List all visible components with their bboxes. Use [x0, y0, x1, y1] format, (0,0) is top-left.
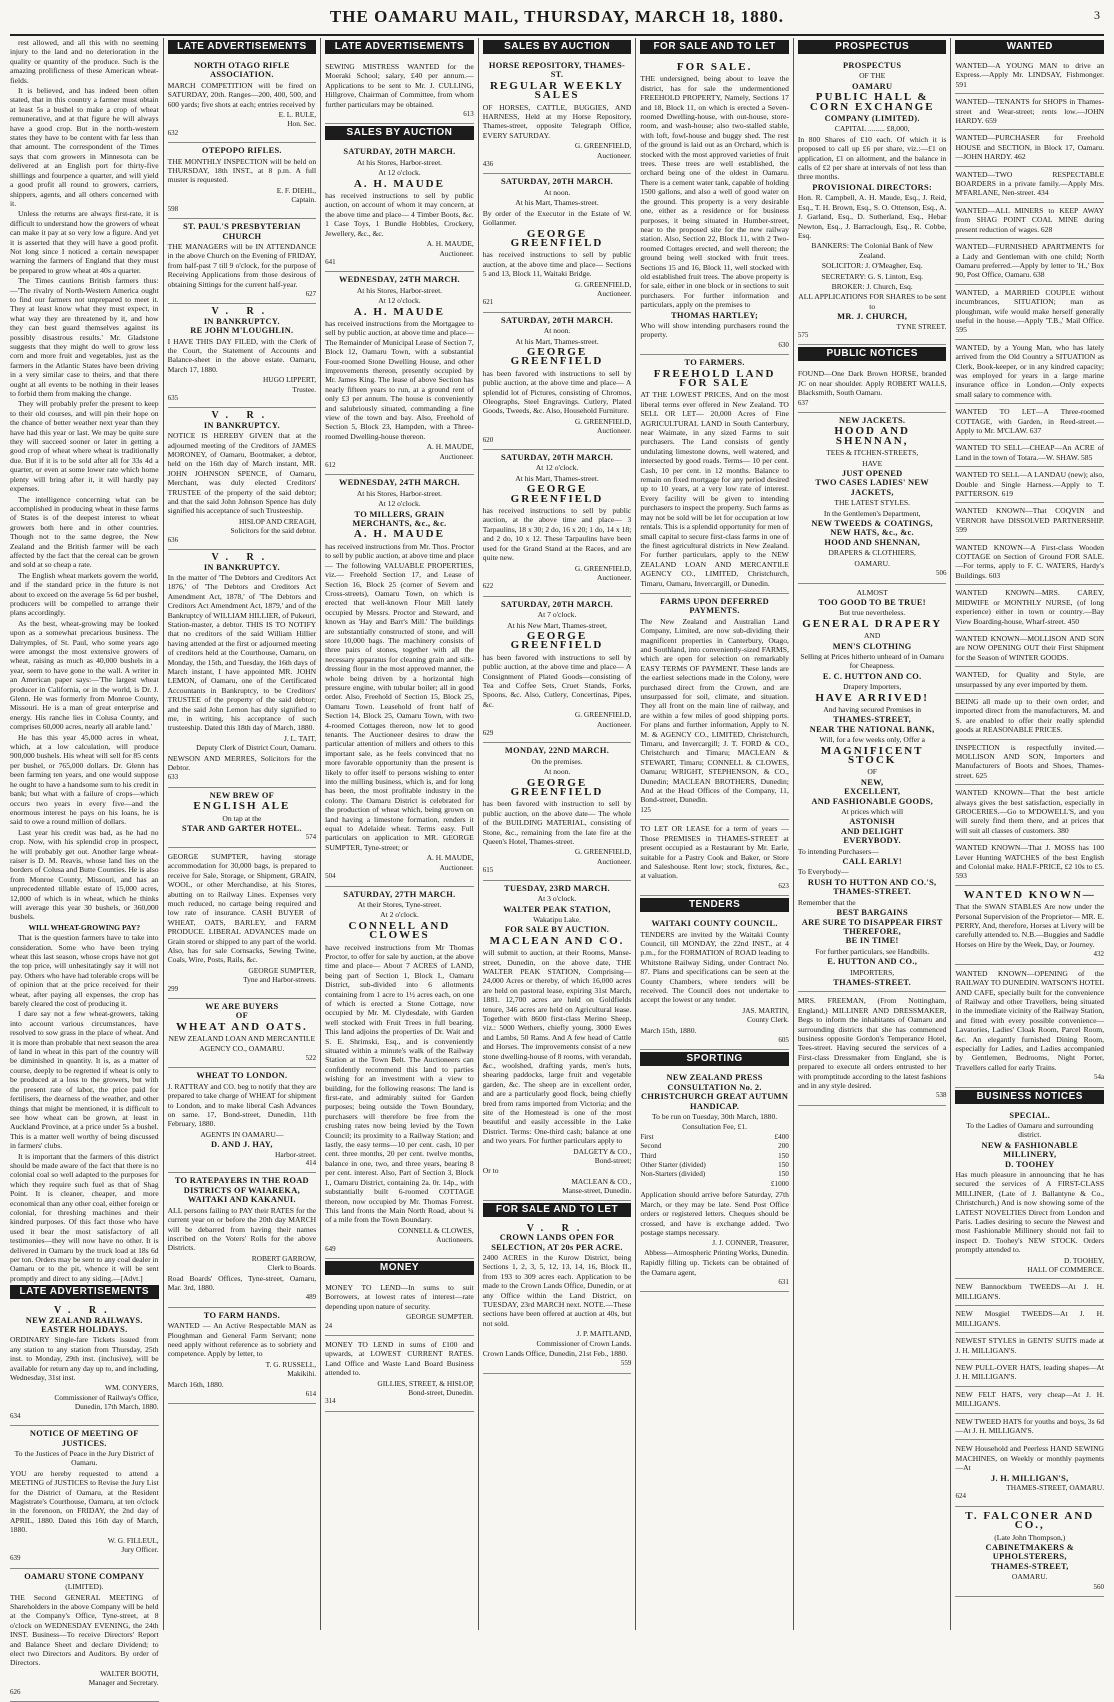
article-subheading: WILL WHEAT-GROWING PAY?: [28, 922, 141, 932]
ad-falconer: T. FALCONER AND CO., (Late John Thompson,) CABINETMAKERS & UPHOLSTERERS, THAMES-STREET, OAMARU. 560: [955, 1507, 1104, 1597]
ad-public-hall-prospectus: PROSPECTUS OF THE OAMARU PUBLIC HALL & CORN EXCHANGE COMPANY (LIMITED). CAPITAL ......... £8,000, In 800 Shares of £10 each. Of which it is proposed to call up £6 per share, viz.:—£1 on application, £1 on allotment, and the balance in calls of £2 per share at intervals of not less than three months. PROVISIONAL DIRECTORS: Hon. R. Campbell, A. H. Maude, Esq., J. Reid, Esq., T. H. Brown, Esq., S. O. Ottenson, Esq., A. J. Garland, Esq., D. Sutherland, Esq., Hebar Newton, Esq., J. Barraclough, Esq., R. Cobbe, Esq. BANKERS: The Colonial Bank of New Zealand. SOLICITOR: J. O'Meagher, Esq. SECRETARY: G. S. Lintott, Esq. BROKER: J. Church, Esq. ALL APPLICATIONS FOR SHARES to be sent to MR. J. CHURCH, TYNE STREET. 575: [798, 58, 947, 345]
wanted-item: WANTED—TWO RESPECTABLE BOARDERS in a private family.—Apply Mrs. M'FARLANE, Nen-street. 434: [955, 167, 1104, 203]
ad-walter-peak: TUESDAY, 23RD MARCH. At 3 o'clock. WALTER PEAK STATION, Wakatipu Lake. FOR SALE BY AUCTION. MACLEAN AND CO. will submit to auction, at their Rooms, Manse-street, Dunedin, on the above date, THE WALTER PEAK STATION, Comprising— 24,000 Acres or thereby, of which 16,000 acres are held on pastoral lease, expiring 31st March, 1881. 12,700 acres are held on Goldfields tenure, 346 acres are held on Agricultural lease. Together with 8600 first-class Merino Sheep, viz.: 5000 Wethers, chiefly young, 3000 Ewes and Lambs, 50 Rams. And A few head of Cattle and Horses. The improvements consist of a new stone dwelling-house of 8 rooms, with verandah, &c., woolshed, drafting yards, men's huts, shearing paddocks, large fruit and vegetable garden, &c. The sheep are in excellent order, and are a particularly good flock, being chiefly bred from rams imported from Victoria; and the site of the Homestead is one of the most beautiful and easily accessible in the Lake District. Terms: One-third cash; balance at one and two years. For further particulars apply to DALGETY & CO., Bond-street; Or to MACLEAN & CO., Manse-street, Dunedin.: [483, 881, 632, 1201]
article-paragraph: The English wheat markets govern the world, and if the standard price in the future is not about to exceed on the average 5s 6d per bushel, producers will be compelled to arrange their plans accordingly.: [10, 570, 159, 618]
ad-buyers: WE ARE BUYERS OF WHEAT AND OATS. NEW ZEALAND LOAN AND MERCANTILE AGENCY CO., OAMARU. 522: [168, 999, 317, 1068]
milligan-item: NEW Bannockburn TWEEDS—At J. H. MILLIGAN'S.: [955, 1279, 1104, 1306]
section-bar-prospectus: PROSPECTUS: [798, 40, 947, 54]
ad-greenfield-1: SATURDAY, 20TH MARCH. At noon. At his Mart, Thames-street. By order of the Executor in the Estate of W. Gollanmer. GEORGE GREENFIELD has received instructions to sell by public auction, at the above time and place— Sections 5 and 13, Block 11, Waitaki Bridge. G. GREENFIELD, Auctioneer. 621: [483, 174, 632, 312]
column-2: [164, 38, 322, 1630]
ad-sewing-mistress: SEWING MISTRESS WANTED for the Moeraki School; salary, £40 per annum.—Applications to be sent to Mr. J. CULLING, Hillgrove, Chairman of Committee, from whom further particulars may be obtained. 613: [325, 58, 474, 124]
ad-money-gillies: MONEY TO LEND in sums of £100 and upwards, at LOWEST CURRENT RATES. Land Office and Waste Land Board Business attended to. GILLIES, STREET, & HISLOP, Bond-street, Dunedin. 314: [325, 1336, 474, 1412]
column-6: [794, 38, 952, 1630]
article-paragraph: It is believed, and has indeed been often stated, that in this country a farmer must obtain at least 5s a bushel to make a crop of wheat remunerative, and at that figure he will always have a good crop. But in the north-western states they have to be content with far less than that amount. The correspondent of the Times says that corn growers in Minnesota can be delivered at an English port for thirty-five shillings and fourpence a quarter, and will yield a good profit all round to growers, carriers, shippers, agents, and all others concerned with it.: [10, 86, 159, 208]
milligan-item: NEW Household and Peerless HAND SEWING MACHINES, on Weekly or monthly payments—At J. H. MILLIGAN'S, THAMES-STREET, OAMARU. 624: [955, 1440, 1104, 1506]
section-bar-for-sale: FOR SALE AND TO LET: [483, 1203, 632, 1217]
section-bar-late-ads: LATE ADVERTISEMENTS: [168, 40, 317, 54]
ad-watsons-hotel: WANTED KNOWN—OPENING of the RAILWAY TO DUNEDIN. WATSON'S HOTEL AND CAFE, specially built for the convenience of Railway and other Travellers, being situated in the immediate vicinity of the Railway Station, and fitted with every possible convenience—Lavatories, Ladies' Cloak Room, Parcel Room, &c. An elegantly furnished Dining Room, especially for Ladies, and Ladies accompanied by Gentlemen, Bedrooms, Night Porter, Travellers called for early Trains. 54a: [955, 965, 1104, 1088]
prize-table: [640, 1133, 789, 1189]
table-row: £1000: [770, 1179, 789, 1188]
ad-greenfield-3: SATURDAY, 20TH MARCH. At 12 o'clock. At his Mart, Thames-street. GEORGE GREENFIELD has received instructions to sell by public auction, at the above time and place— 3 Tarpaulins, 18 x 30; 2 do, 16 x 20; 1 do, 14 x 18; and 2 do, 10 x 12. These Tarpaulins have been used for the Grand Stand at the Races, and are quite new. G. GREENFIELD, Auctioneer. 622: [483, 450, 632, 597]
ad-found-horse: FOUND—One Dark Brown HORSE, branded JC on near shoulder. Apply ROBERT WALLS, Blacksmith, South Oamaru. 637: [798, 365, 947, 413]
newspaper-title: THE OAMARU MAIL, THURSDAY, MARCH 18, 1880.: [329, 7, 785, 26]
ad-ratepayers: TO RATEPAYERS IN THE ROAD DISTRICTS OF WAIAREKA, WAITAKI AND KAKANUI. ALL persons failing to PAY their RATES for the current year on or before the 20th day MARCH will be debarred from having their names inscribed on the Voters' Rolls for the above Districts. ROBERT GARROW, Clerk to Boards. Road Boards' Offices, Tyne-street, Oamaru, Mar. 3rd, 1880. 489: [168, 1173, 317, 1307]
milligan-item: NEW PULL-OVER HATS, leading shapes—At J. H. MILLIGAN'S.: [955, 1360, 1104, 1387]
column-5: [636, 38, 794, 1630]
ad-swan-stables: WANTED KNOWN— That the SWAN STABLES Are now under the Personal Supervision of the Proprietor— MR. E. PERRY, And, therefore, Horses at Livery will be carefully attended to. N.B.—Buggies and Saddle Horses on Hire by the Week, Day, or Journey. 432: [955, 886, 1104, 965]
ad-crown-lands: V. R. CROWN LANDS OPEN FOR SELECTION, AT 20s PER ACRE. 2400 ACRES in the Kurow District, being Sections 1, 2, 3, 5, 12, 13, 14, 16, Block II., from 193 to 309 acres each. Application to be made to the Crown Lands Office, Dunedin, or at any Office within the Land District, on TUESDAY, 23rd MARCH next. NOTE.—These sections have been offered at auction at 40s, but not sold. J. P. MAITLAND, Commissioner of Crown Lands. Crown Lands Office, Dunedin, 21st Feb., 1880. 559: [483, 1221, 632, 1374]
section-bar-sales-by-auction: SALES BY AUCTION: [325, 126, 474, 140]
section-bar-public-notices: PUBLIC NOTICES: [798, 347, 947, 361]
ad-bankruptcy-mloughlin: V. R. IN BANKRUPTCY. RE JOHN M'LOUGHLIN. I HAVE THIS DAY FILED, with the Clerk of the Court, the Statement of Accounts and Balance-sheet in the above estate. Oamaru, March 17, 1880. HUGO LIPPERT, Trustee. 635: [168, 304, 317, 408]
ad-bankruptcy-hillier: V. R. IN BANKRUPTCY. In the matter of 'The Debtors and Creditors Act 1876,' of 'The Debtors and Creditors Act Amendment Act, 1878,' of 'The Debtors and Creditors Act Amendment Act, 1879,' and of the Bankruptcy of WILLIAM HILLIER, of Pukeuri, Station-master, a debtor. THIS IS TO NOTIFY that no creditors of the said William Hillier having attended at the first or adjourned meeting of creditors held at the Courthouse, Oamaru, on Monday, the 15th, and Tuesday, the 16th days of March instant, I have appointed MR. JOHN LEMON, of Oamaru, one of the Certificated Accountants in Bankruptcy, to be Creditors' TRUSTEE of the property of the said debtor; and the said John Lemon has duly signified to me, in writing, his acceptance of such trusteeship. Dated this 18th day of March, 1880. J. L. TAIT, Deputy Clerk of District Court, Oamaru. NEWSON AND MERRES, Solicitors for the Debtor. 633: [168, 550, 317, 788]
wanted-item: WANTED, a MARRIED COUPLE without incumbrances, SITUATION; man as ploughman, wife would make herself generally useful in the house.—Apply 'T.B.,' Mail Office. 595: [955, 285, 1104, 340]
ad-bankruptcy-moroney: V. R. IN BANKRUPTCY. NOTICE IS HEREBY GIVEN that at the adjourned meeting of the Creditors of JAMES MORONEY, of Oamaru, Bootmaker, a debtor, held on the 16th day of March instant, MR. JOHN JOHNSON SPENCE, of Oamaru, Merchant, was duly elected Creditors' TRUSTEE of the property of the said debtor; and that the said John Johnson Spence has duly signified his acceptance of such Trusteeship. HISLOP AND CREAGH, Solicitors for the said debtor. 636: [168, 408, 317, 550]
article-paragraph: They will probably prefer the present to keep to their old courses, and will pin their hope on the chance of better weather next year than they have had this year or last. We may be quite sure they will succeed sooner or later in getting a good crop of wheat where wheat is traditionally due. But if it is to be sold after all for 33s 4d a quarter, or even at some lower rate which home plenty will bring after it, it will hardly pay expenses.: [10, 399, 159, 494]
article-paragraph: The intelligence concerning what can be accomplished in producing wheat in these farms of States is of the deepest interest to wheat growers both here and in other countries. Though not to the same degree, the New Zealand and the British farmer will be each affected by the fact that the cereal can be grown and sold at so cheap a rate.: [10, 494, 159, 570]
column-3: [321, 38, 479, 1630]
masthead: [0, 0, 1114, 34]
ad-to-let: TO LET OR LEASE for a term of years —Those PREMISES in THAMES-STREET at present occupied as a Restaurant by Mr. Earle, suitable for a Pastry Cook and Baker, or Store and Saleshouse. Rent low; stock, fixtures, &c., at valuation. 623: [640, 820, 789, 896]
wanted-item: INSPECTION is respectfully invited.—MOLLISON AND SON, Importers and Manufacturers of Boots and Shoes, Thames-street. 625: [955, 740, 1104, 786]
section-bar-sales-by-auction: SALES BY AUCTION: [483, 40, 632, 54]
milligan-item: NEW TWEED HATS for youths and boys, 3s 6d—At J. H. MILLIGAN'S.: [955, 1414, 1104, 1441]
wanted-item: WANTED—FURNISHED APARTMENTS for a Lady and Gentleman with one child; North Oamaru preferred.—Apply by letter to 'H.,' Box 90, Post Office, Oamaru. 638: [955, 239, 1104, 285]
wanted-item: WANTED, for Quality and Style, are unsurpassed by any ever imported by them.: [955, 667, 1104, 694]
column-4: [479, 38, 637, 1630]
table-row: First £400: [640, 1132, 789, 1141]
wanted-item: WANTED KNOWN—MOLLISON AND SON are NOW OPENING OUT their First Shipment for the Season of WINTER GOODS.: [955, 631, 1104, 667]
article-paragraph: I dare say not a few wheat-growers, taking into account various circumstances, have resolved to sow grass in the place of wheat. And it is more than probable that next season the area of land in wheat in this part of the country will be diminished in quantity. It is, as a matter of course, deeply to be regretted if wheat is only to be produced at a loss to the growers, but with the present rate of labor, the price paid for fertilisers, the dearness of the weather, and other things that might be mentioned, it is difficult to see how wheat can be grown, at least in Auckland Province, at a price under 5s a bushel. This is a matter well worthy of being discussed in farmers' clubs.: [10, 1009, 159, 1151]
ad-otepopo-rifles: OTEPOPO RIFLES. THE MONTHLY INSPECTION will be held on THURSDAY, 18th INST., at 8 p.m. A full muster is requested. E. F. DIEHL, Captain. 598: [168, 143, 317, 219]
ad-horse-repository: HORSE REPOSITORY, THAMES-ST. REGULAR WEEKLY SALES OF HORSES, CATTLE, BUGGIES, AND HARNESS, Held at my Horse Repository, Thames-street, opposite Telegraph Office, EVERY SATURDAY. G. GREENFIELD, Auctioneer. 436: [483, 58, 632, 174]
wanted-item: WANTED—ALL MINERS to KEEP AWAY from SHAG POINT COAL MINE during present reduction of wages. 628: [955, 203, 1104, 239]
milligan-item: NEW FELT HATS, very cheap—At J. H. MILLIGAN'S.: [955, 1387, 1104, 1414]
ad-greenfield-2: SATURDAY, 20TH MARCH. At noon. At his Mart, Thames-street. GEORGE GREENFIELD has been favored with instructions to sell by public auction, at the above time and place— A splendid lot of Pictures, consisting of Chromos, Oleographs, Steel Engravings. Cutlery, Plated Goods, Tweeds, &c. Also, Household Furniture. G. GREENFIELD, Auctioneer. 620: [483, 313, 632, 450]
ad-press-consultation: NEW ZEALAND PRESS CONSULTATION No. 2. CHRISTCHURCH GREAT AUTUMN HANDICAP. To be run on Tuesday, 30th March, 1880. Consultation Fee, £1. First £400 Second 200 Third 150 Other Starter (divided) 150 Non-Starters (divided) 150 £1000 Application should arrive before Saturday, 27th March, or they may be late. Send Post Office orders or registered letters. Cheques should be crossed, and have is exchange added. Two postage stamps necessary. J. J. CONNER, Treasurer, Abbess—Atmospheric Printing Works, Dunedin. Rapidly filling up. Tickets can be obtained of the Oamaru agent, 631: [640, 1070, 789, 1292]
wanted-item: BEING all made up to their own order, and imported direct from the manufacturers, M. and S. are enabled to offer their really splendid goods at REASONABLE PRICES.: [955, 694, 1104, 740]
section-bar-late-ads: LATE ADVERTISEMENTS: [10, 1285, 159, 1299]
table-row: Third 150: [640, 1151, 789, 1160]
milligan-item: NEW Mosgiel TWEEDS—At J. H. MILLIGAN'S.: [955, 1306, 1104, 1333]
ad-waitaki-tenders: WAITAKI COUNTY COUNCIL. TENDERS are invited by the Waitaki County Council, till MONDAY, the 22nd INST., at 4 p.m., for the FORMATION of ROAD leading to Whitstone Railway Siding, under Contract No. 87. Plans and specifications can be seen at the County Chambers, where tenders will be received. The Council does not undertake to accept the lowest or any tender. JAS. MARTIN, County Clerk. March 15th, 1880. 605: [640, 916, 789, 1050]
wanted-item: WANTED KNOWN—That the best article always gives the best satisfaction, especially in GROCERIES.—Go to M'DOWELL'S, and you will surely find them there, and at prices that will suit all classes of customers. 380: [955, 785, 1104, 840]
section-bar-wanted: WANTED: [955, 40, 1104, 54]
wanted-item: WANTED TO SELL—CHEAP—An ACRE of Land in the town of Totara.—W. SHAW. 585: [955, 440, 1104, 467]
ad-sumpter: GEORGE SUMPTER, having storage accommodation for 30,000 bags, is prepared to receive for Sale, Storage, or Shipment, GRAIN, WOOL, or other Merchandise, at his Stores, abutting on to Railway Lines. Expenses very much reduced, no cartage being required and low rate of insurance. CASH BUYER of WHEAT, OATS, BARLEY, and FARM PRODUCE. LIBERAL ADVANCES made on Grain stored or shipped to any part of the world. Also, has for sale Cornsacks, Sewing Twine, Coals, Wire, Posts, Rails, &c. GEORGE SUMPTER, Tyne and Harbor-streets. 299: [168, 848, 317, 999]
ad-hartley-property: FOR SALE. THE undersigned, being about to leave the district, has for sale the undermentioned FREEHOLD PROPERTY, Namely, Sections 17 and 18, Block 11, on which is erected a Seven-roomed Dwelling-house, with out-house, store-room, and wash-house; also two-stalled stable, with loft, fowl-house and buggy shed. The rest of the ground is laid out as an Orchard, which is stocked with the most approved varieties of fruit trees. These trees are well established, the orchard being one of the oldest in Oamaru. There is a cement water tank, capable of holding 1500 gallons, and also a well of good water on the ground. This property is a very desirable one, either as a residence or for business purposes, it being situated in Humber-street, near to the proposed site for the new railway station. Also, Section 22, Block 11, with 2 Two-roomed Cottages erected, and well thereon; the ground being well stocked with fruit trees. Sections 15 and 16, Block 11, well stocked with old established fruit trees. The above property is for sale, either in one block or in sections to suit purchasers. For further information and particulars, apply on the premises to THOMAS HARTLEY; Who will show intending purchasers round the property. 630: [640, 58, 789, 355]
wanted-item: WANTED TO SELL—A LANDAU (new); also, Double and Single Harness.—Apply to T. PATTERSON. 619: [955, 467, 1104, 503]
wanted-item: WANTED—PURCHASER for Freehold HOUSE and SECTION, in Block 17, Oamaru.—JOHN HARDY. 462: [955, 130, 1104, 166]
table-row: Other Starter (divided) 150: [640, 1161, 789, 1170]
article-paragraph: As the best, wheat-growing may be looked upon as a somewhat precarious business. The Dalrymples, of St. Paul, who some years ago were amongst the most extensive growers of wheat, raising as much as 40,000 bushels in a year, seem to have gone to the wall. A writer in an American paper says:—'The largest wheat producer in California, or in the world, is Dr. J. Glenn. He was formerly from Monroe County, Missouri. He is a man of great enterprise and energy. His ranche lies in Colusa County, and comprises 60,000 acres, nearly all arable land.': [10, 618, 159, 732]
ad-wheat-london: WHEAT TO LONDON. J. RATTRAY and CO. beg to notify that they are prepared to take charge of WHEAT for shipment to London, and to make liberal Cash Advances on same. 17, Bond-street, Dunedin, 11th February, 1880. AGENTS IN OAMARU— D. AND J. HAY, Harbor-street. 414: [168, 1068, 317, 1173]
wanted-item: WANTED—A YOUNG MAN to drive an Express.—Apply Mr. LINDSAY, Fishmonger. 591: [955, 58, 1104, 94]
section-bar-late-ads: LATE ADVERTISEMENTS: [325, 40, 474, 54]
ad-greenfield-5: MONDAY, 22ND MARCH. On the premises. At noon. GEORGE GREENFIELD has been favored with instruction to sell by public auction, on the above date— The whole of the BUILDING MATERIAL, consisting of Stone, &c., remaining from the late fire at the Queen's Hotel, Thames-street. G. GREENFIELD, Auctioneer. 615: [483, 743, 632, 880]
ad-hutton: ALMOST TOO GOOD TO BE TRUE! But true nevertheless. GENERAL DRAPERY AND MEN'S CLOTHING Selling at Prices hitherto unheard of in Oamaru for Cheapness. E. C. HUTTON AND CO. Drapery Importers, HAVE ARRIVED! And having secured Premises in THAMES-STREET, NEAR THE NATIONAL BANK, Will, for a few weeks only, Offer a MAGNIFICENT STOCK OF NEW, EXCELLENT, AND FASHIONABLE GOODS, At prices which will ASTONISH AND DELIGHT EVERYBODY. To intending Purchasers— CALL EARLY! To Everybody— RUSH TO HUTTON AND CO.'S, THAMES-STREET. Remember that the BEST BARGAINS ARE SURE TO DISAPPEAR FIRST THEREFORE, BE IN TIME! For further particulars, see Handbills. E. HUTTON AND CO., IMPORTERS, THAMES-STREET.: [798, 584, 947, 993]
ad-mrs-freeman: MRS. FREEMAN, (From Nottingham, England,) MILLINER AND DRESSMAKER, Begs to inform the inhabitants of Oamaru and surrounding districts that she has commenced business opposite Gordon's Temperance Hotel, Tees-street. Having secured the services of a First-class Dressmaker from England, she is prepared to execute all orders entrusted to her with promptitude according to the latest fashions and in any style desired. 538: [798, 992, 947, 1105]
ad-stone-company: OAMARU STONE COMPANY (LIMITED). THE Second GENERAL MEETING of Shareholders in the above Company will be held at the Company's Office, Tyne-street, at 8 o'clock on WEDNESDAY EVENING, the 24th INST. Business—To receive Directors' Report and Balance Sheet and declare Dividend; to elect two Directors and Auditors. By order of Directors. WALTER BOOTH, Manager and Secretary. 626: [10, 1569, 159, 1702]
wanted-item: WANTED KNOWN—MRS. CAREY, MIDWIFE or MONTHLY NURSE, (of long experience) either in town or country.—Bay View Boarding-house, Wharf-street. 450: [955, 585, 1104, 631]
ad-money-sumpter: MONEY TO LEND—In sums to suit Borrowers, at lowest rates of interest—rate depending upon nature of security. GEORGE SUMPTER. 24: [325, 1279, 474, 1336]
ad-railways: V. R. NEW ZEALAND RAILWAYS. EASTER HOLIDAYS. ORDINARY Single-fare Tickets issued from any station to any station from Thursday, 25th inst. to Monday, 29th inst. (inclusive), will be available for return any day up to, and including, Wednesday, 31st inst. WM. CONYERS, Commissioner of Railway's Office, Dunedin, 17th March, 1880. 634: [10, 1303, 159, 1426]
ad-maude-1: SATURDAY, 20TH MARCH. At his Stores, Harbor-street. At 12 o'clock. A. H. MAUDE has received instructions to sell by public auction, on account of whom it may concern, at the above time and place— 4 Timber Boots, &c. 1 Case Toys, 1 Bundle Hobbles, Crockery, Jewellery, &c., &c. A. H. MAUDE, Auctioneer. 641: [325, 144, 474, 272]
ad-hood-shennan: NEW JACKETS. HOOD AND SHENNAN, TEES & ITCHEN-STREETS, HAVE JUST OPENED TWO CASES LADIES' NEW JACKETS, THE LATEST STYLES. In the Gentlemen's Department, NEW TWEEDS & COATINGS, NEW HATS, &c., &c. HOOD AND SHENNAN, DRAPERS & CLOTHIERS, OAMARU. 506: [798, 413, 947, 584]
ad-church: ST. PAUL'S PRESBYTERIAN CHURCH THE MANAGERS will be IN ATTENDANCE in the above Church on the Evening of FRIDAY, from half-past 7 till 9 o'clock, for the purpose of Receiving Applications from those desirous of obtaining Sittings for the current half-year. 627: [168, 219, 317, 304]
ad-deferred-payments: FARMS UPON DEFERRED PAYMENTS. The New Zealand and Australian Land Company, Limited, are now sub-dividing their magnificent properties in Canterbury, Otago, and Southland, into conveniently-sized FARMS, which are open for selection on remarkably EASY TERMS OF PAYMENT. These lands are the earliest selections made in the Colony, were purchased direct from the Crown, and are unsurpassed for soil, climate, and situation. They all front on the main line of railway, and are within a few miles of good shipping ports. For plans and further information, Apply to N. M. & AGENCY CO., LIMITED, Christchurch, Timaru, and Invercargill; J. T. FORD & CO., Christchurch and Timaru; MACLEAN & STEWART, Timaru; CONNELL & CLOWES, Oamaru; WRIGHT, STEPHENSON, & CO., Dunedin; MACLEAN BROTHERS, Dunedin; And at the Head Offices of the Company, 11, Bond-street, Dunedin. 125: [640, 594, 789, 820]
wanted-item: WANTED KNOWN—That COQVIN and VERNOR have DISSOLVED PARTNERSHIP. 599: [955, 503, 1104, 539]
column-7: [951, 38, 1108, 1630]
wanted-item: WANTED—TENANTS for SHOPS in Thames-street and Wear-street; rents low.—JOHN HARDY. 659: [955, 94, 1104, 130]
article-paragraph: It is important that the farmers of this district should be made aware of the fact that there is no colonial coal so well adapted to the purposes for which they require such fuel as that of Shag Point. It is cleaner, cheaper, and more economical than any other coal, either foreign or colonial, for threshing machines and their kindred purposes. Of this fact those who have used it bear the most satisfactory of all testimonies—they will now have no other. It is delivered in Oamaru by the truck load at 18s 6d per ton. Orders may be sent to any coal dealer in Oamaru or to the pit, whence it will be sent promptly and direct to any siding.—[Advt.]: [10, 1151, 159, 1283]
wanted-item: WANTED KNOWN—A First-class Wooden COTTAGE on Section of Ground FOR SALE.—For terms, apply to F. C. WATERS, Hardy's Buildings. 603: [955, 540, 1104, 586]
article-wheat: [10, 38, 159, 1283]
ad-toohey-millinery: SPECIAL. To the Ladies of Oamaru and surrounding district. NEW & FASHIONABLE MILLINERY, D. TOOHEY Has much pleasure in announcing that he has secured the services of A FIRST-CLASS MILLINER, (Late of J. Ballantyne & Co., Christchurch,) And is now showing some of the LATEST NOVELTIES Direct from London and Paris. Ladies desiring to secure the Newest and most Fashionable Millinery should not fail to inspect D. Toohey's NEW STOCK. Orders promptly attended to. D. TOOHEY, HALL OF COMMERCE.: [955, 1108, 1104, 1280]
ad-farm-hands: TO FARM HANDS. WANTED — An Active Respectable MAN as Ploughman and General Farm Servant; none need apply without reference as to sobriety and competence. Apply by letter, to T. G. RUSSELL, Makikihi. March 16th, 1880. 614: [168, 1308, 317, 1405]
article-paragraph: rest allowed, and all this with no seeming injury to the land and no deterioration in the quality or quantity of the produce. Such is the amazing prolificness of these American wheat-fields.: [10, 38, 159, 85]
article-paragraph: Last year his credit was bad, as he had no crop. Now, with his splendid crop in prospect, he will probably get out. Another large wheat-raiser is D. M. Reavis, whose land lies on the borders of Colusa and Butte Counties. He is also from Monroe County, Missouri, and has an unprecedented tillable estate of 15,000 acres, 12,000 of which is in wheat, which he thinks will average this year 30 bushels, or 360,000 bushels.: [10, 827, 159, 922]
article-paragraph: Unless the returns are always first-rate, it is difficult to understand how the growers of wheat can make it pay at so very low a figure. And yet it is asserted that they will have a good profit. Not long since I noticed a certain newspaper warning the farmers of England that they must be prepared to grow wheat at 40s a quarter.: [10, 209, 159, 275]
table-row: Non-Starters (divided) 150: [640, 1170, 789, 1179]
ad-greenfield-4: SATURDAY, 20TH MARCH. At 7 o'clock. At his New Mart, Thames-street, GEORGE GREENFIELD has been favored with instructions to sell by public auction, at the above time and place— A Consignment of Plated Goods—consisting of Tea and Coffee Sets, Cruet Stands, Forks, Spoons, &c. Also, Cutlery, Concertinas, Pipes, &c. G. GREENFIELD, Auctioneer. 629: [483, 597, 632, 744]
ad-maude-2: WEDNESDAY, 24TH MARCH. At his Stores, Harbor-street. At 12 o'clock. A. H. MAUDE has received instructions from the Mortgagee to sell by public auction, at above time and place— The Remainder of Municipal Lease of Section 7, Block 12, Oamaru Town, with a substantial Four-roomed Stone Dwelling House, and other improvements thereon, presently occupied by Mr. James King. The lease of above Section has nearly fifteen years to run, at a ground rent of only £3 per annum. The house is conveniently and salubriously situated, commanding a fine view of the town and bay. Also, Freehold of Section 5, Block 23, Hampden, with a Three-roomed Dwelling-house thereon. A. H. MAUDE, Auctioneer. 612: [325, 272, 474, 475]
section-bar-business-notices: BUSINESS NOTICES: [955, 1090, 1104, 1104]
wanted-item: WANTED TO LET—A Three-roomed COTTAGE, with Garden, in Reed-street.—Apply to Mr. M'CLAW. 637: [955, 404, 1104, 440]
table-row: Second 200: [640, 1142, 789, 1151]
wanted-item: WANTED KNOWN—That J. MOSS has 100 Lever Hunting WATCHES of the best English and Colonial make. HALF-PRICE, £2 10s to £5. 593: [955, 840, 1104, 886]
section-bar-tenders: TENDERS: [640, 898, 789, 912]
ad-rifle-association: NORTH OTAGO RIFLE ASSOCIATION. MARCH COMPETITION will be fired on SATURDAY, 20th. Ranges—200, 400, 500, and 600 yards; five shots at each; entries received by E. L. RULE, Hon. Sec. 632: [168, 58, 317, 143]
section-bar-sporting: SPORTING: [640, 1052, 789, 1066]
section-bar-for-sale: FOR SALE AND TO LET: [640, 40, 789, 54]
milligan-item: NEWEST STYLES in GENTS' SUITS made at J. H. MILLIGAN'S.: [955, 1333, 1104, 1360]
page-columns: [6, 38, 1108, 1696]
ad-freehold-land: TO FARMERS. FREEHOLD LAND FOR SALE AT THE LOWEST PRICES, And on the most liberal terms ever offered in New Zealand. TO SELL OR LET— 20,000 Acres of Fine AGRICULTURAL LAND in South Canterbury, near Waimate, in any sized Farms to suit purchasers. The Land consists of gently undulating limestone downs, well watered, and intersected by good roads. Terms— 10 per cent. Cash, 10 per cent. in 12 months. Balance to remain on fixed mortgage for any period desired up to 10 years, at a very low rate of interest. Every facility will be given to intending purchasers to inspect the property. Such farms as may not be sold will be let for occupation at low rentals. This is a splendid opportunity for men of small capital to secure first-class farms in one of the finest agricultural districts in New Zealand. For further particulars, apply to the NEW ZEALAND LOAN AND MERCANTILE AGENCY CO., LIMITED, Christchurch, Timaru, Oamaru, Invercargill, or Dunedin.: [640, 355, 789, 594]
ad-jury: NOTICE OF MEETING OF JUSTICES. To the Justices of Peace in the Jury District of Oamaru. YOU are hereby requested to attend a MEETING of JUSTICES to Revise the Jury List for the District of Oamaru, at the Resident Magistrate's Courthouse, Oamaru, at ten o'clock in the forenoon, on FRIDAY, the 2nd day of APRIL, 1880. Dated this 16th day of March, 1880. W. G. FILLEUL, Jury Officer. 639: [10, 1426, 159, 1569]
masthead-rule: [10, 34, 1104, 36]
wanted-item: WANTED, by a Young Man, who has lately arrived from the Old Country a SITUATION as Clerk, Book-keeper, or in any kindred capacity; was employed for years in a large marine insurance office in London.—Only expects small salary to commence with.: [955, 340, 1104, 404]
article-paragraph: That is the question farmers have to take into consideration. Some who have been trying wheat this last season, whose crops have not got the top price, will unhesitatingly say it will not pay. Others who have had tolerable crops will be of opinion that at the price received for their wheat, after paying all expenses, the crop has barely cleared the cost of producing it.: [10, 933, 159, 1009]
article-paragraph: The Times cautions British farmers thus:—'The rivalry of North-Western America ought to find our farmers not unprepared to meet it. They at least know what they must expect, in what way they are threatened by it, and how they can best guard themselves against its possibly disastrous results.' Mr. Gladstone suggests that they might do well to grow less corn and more fruit and vegetables, just as the farmers in the Atlantic States have been driving in a very similar case to theirs, and that there ought at all events to be nothing in their leases to forbid them from making the change.: [10, 276, 159, 399]
article-paragraph: He has this year 45,000 acres in wheat, which, at a low calculation, will produce 900,000 bushels. His wheat will sell for 85 cents per bushel, or 765,000 dollars. Dr. Glenn has been farming ten years, and one would suppose he ought to have a handsome sum to his credit in bank; but what with a failure of crops—which occurs two years in every five—and the enormous interest he pays on his loans, he is said to owe a round million of dollars.: [10, 732, 159, 827]
ad-maude-3: WEDNESDAY, 24TH MARCH. At his Stores, Harbor-street. At 12 o'clock. TO MILLERS, GRAIN MERCHANTS, &c., &c. A. H. MAUDE has received instructions from Mr. Thos. Proctor to sell by public auction, at above time and place— The following VALUABLE PROPERTIES, viz.— Freehold Section 17, and Lease of Section 16, Block 25 (corner of Severn and Cross-streets), Oamaru Town, on which is erected that well-known Flour Mill lately occupied by Messrs. Proctor and Steward, and known as 'Hay and Barr's Mill.' The buildings are substantially constructed of stone, and will store 10,000 bags. The machinery consists of three pairs of stones, together with all the necessary apparatus for cleaning grain and silk-dressing flour in the most approved manner, the whole being driven by a horizontal high pressure engine, with tubular boiler; all in good order. Also, Freehold of Section 15, Block 25, Oamaru Town. Leasehold of front half of Section 14, Block 25, Oamaru Town, with two 4-roomed Cottages thereon, now let to good tenants. The Auctioneer desires to draw the particular attention of millers and others to this important sale, as he feels convinced that no more favorable opportunity than the present is likely to offer itself to persons wishing to enter into the milling business, which is, and for long has been, the most profitable industry in the colony. The Oamaru District is celebrated for the production of wheat which, being grown on land having a limestone formation, renders it equal to Adelaide wheat. Terms easy. Full particulars on application to MR. GEORGE SUMPTER, Tyne-street; or A. H. MAUDE, Auctioneer. 504: [325, 475, 474, 886]
column-1: [6, 38, 164, 1696]
section-bar-money: MONEY: [325, 1261, 474, 1275]
ad-connell-clowes: SATURDAY, 27TH MARCH. At their Stores, Tyne-street. At 2 o'clock. CONNELL AND CLOWES have received instructions from Mr Thomas Proctor, to offer for sale by auction, at the above time and place— About 7 ACRES of LAND, being part of Section 1, Block I., Oamaru District, sub-divided into 6 allotments containing from 1 acre to 1½ acres each, on one of which is erected a Stone Cottage, now occupied by Mr. M. Clydesdale, with Garden well stocked with Fruit Trees in full bearing. This land adjoins the properties of Dr. Wait and S. E. Shrimski, Esq., and is conveniently situated within a minute's walk of the Railway Station at the Town Belt. The Auctioneers can confidently recommend this land to parties wishing for an investment with a view to building, for the following reasons: The land is first-rate, and admirably suited for Garden purposes; being outside the Town Boundary, purchasers will therefore be free from the crushing rates now being levied by the Town Council; its proximity to a Railway Station; and lastly, the easy terms—10 per cent. cash, 10 per cent. three months, 20 per cent. twelve months, balance in one, two, and three years, bearing 8 per cent. interest. Also, Part of Section 3, Block I., Oamaru District, containing 2a. 0r. 14p., with substantially built 6-roomed COTTAGE thereon, now occupied by Mr. Thomas Forrest. This land fronts the Main North Road, about ¼ of a mile from the Town Boundary. CONNELL & CLOWES, Auctioneers. 649: [325, 887, 474, 1259]
page-number: 3: [1094, 8, 1100, 22]
ad-english-ale: NEW BREW OF ENGLISH ALE On tap at the STAR AND GARTER HOTEL. 574: [168, 788, 317, 848]
